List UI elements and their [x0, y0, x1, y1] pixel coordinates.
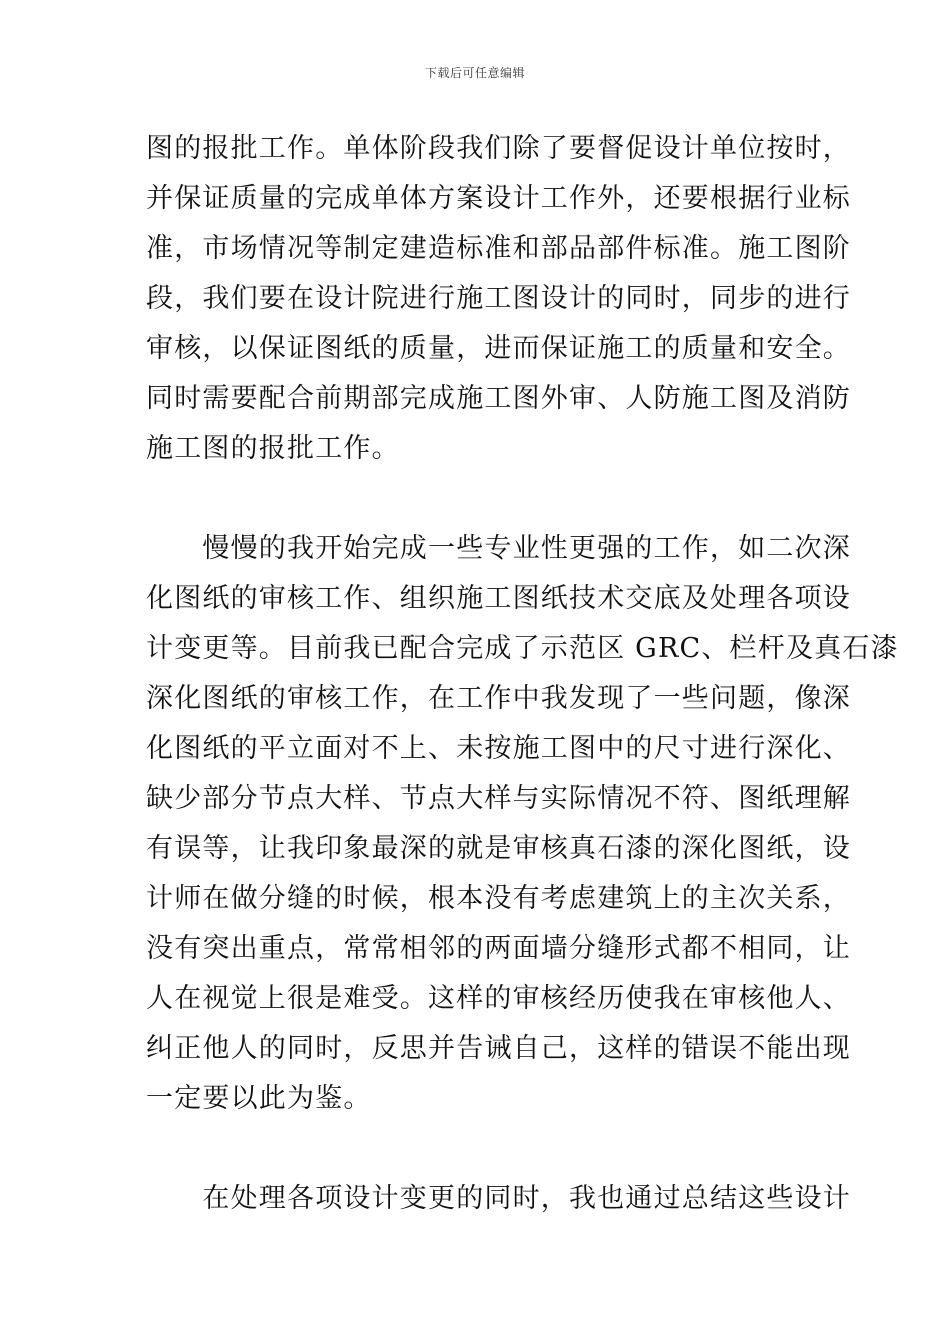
text-line: 深化图纸的审核工作，在工作中我发现了一些问题，像深	[146, 683, 851, 714]
text-line: 审核，以保证图纸的质量，进而保证施工的质量和安全。	[146, 333, 851, 364]
text-line: 在处理各项设计变更的同时，我也通过总结这些设计	[146, 1183, 851, 1214]
text-line: 人在视觉上很是难受。这样的审核经历使我在审核他人、	[146, 983, 851, 1014]
text-line: 有误等，让我印象最深的就是审核真石漆的深化图纸，设	[146, 833, 851, 864]
text-line: 化图纸的审核工作、组织施工图纸技术交底及处理各项设	[146, 583, 851, 614]
text-line: 准，市场情况等制定建造标准和部品部件标准。施工图阶	[146, 233, 851, 264]
text-line: 施工图的报批工作。	[146, 433, 400, 464]
text-line: 一定要以此为鉴。	[146, 1083, 372, 1114]
text-line: 段，我们要在设计院进行施工图设计的同时，同步的进行	[146, 283, 851, 314]
text-line: 化图纸的平立面对不上、未按施工图中的尺寸进行深化、	[146, 733, 851, 764]
paragraph-2	[146, 524, 899, 1124]
text-line: 纠正他人的同时，反思并告诫自己，这样的错误不能出现	[146, 1033, 851, 1064]
paragraph-spacer	[146, 1124, 810, 1174]
text-line: 计变更等。目前我已配合完成了示范区 GRC、栏杆及真石漆	[146, 633, 899, 664]
text-line: 慢慢的我开始完成一些专业性更强的工作，如二次深	[146, 533, 851, 564]
text-line: 同时需要配合前期部完成施工图外审、人防施工图及消防	[146, 383, 851, 414]
document-body	[146, 124, 899, 1224]
text-line: 缺少部分节点大样、节点大样与实际情况不符、图纸理解	[146, 783, 851, 814]
text-line: 并保证质量的完成单体方案设计工作外，还要根据行业标	[146, 183, 851, 214]
text-line: 计师在做分缝的时候，根本没有考虑建筑上的主次关系，	[146, 883, 851, 914]
paragraph-3	[146, 1174, 851, 1224]
paragraph-spacer	[146, 474, 810, 524]
text-line: 图的报批工作。单体阶段我们除了要督促设计单位按时，	[146, 133, 851, 164]
paragraph-1	[146, 124, 851, 474]
page-header: 下载后可任意编辑	[424, 66, 525, 80]
text-line: 没有突出重点，常常相邻的两面墙分缝形式都不相同，让	[146, 933, 851, 964]
